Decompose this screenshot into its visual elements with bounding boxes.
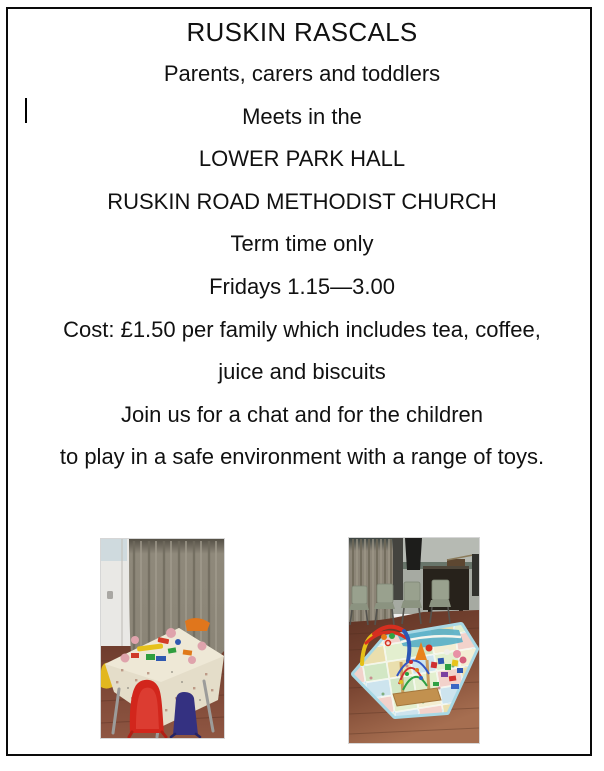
text-cursor [25, 98, 27, 123]
flyer-line: Parents, carers and toddlers [163, 61, 441, 86]
flyer-line: Fridays 1.15—3.00 [209, 273, 395, 299]
flyer-line: Meets in the [242, 103, 362, 129]
photo-play-mat [348, 537, 480, 744]
flyer-line: RUSKIN ROAD METHODIST CHURCH [107, 188, 497, 214]
flyer-line: Join us for a chat and for the children [121, 401, 483, 427]
flyer-line: juice and biscuits [218, 359, 386, 385]
photo-playroom-table [100, 538, 225, 739]
flyer-line: LOWER PARK HALL [198, 146, 406, 172]
flyer-line: Term time only [230, 231, 374, 257]
flyer-line: Cost: £1.50 per family which includes tea, coffee, [63, 316, 541, 342]
flyer-title: RUSKIN RASCALS [186, 17, 418, 47]
curtain [349, 538, 393, 625]
flyer-line: to play in a safe environment with a range of toys. [59, 444, 545, 470]
flyer-text-block [10, 12, 594, 479]
